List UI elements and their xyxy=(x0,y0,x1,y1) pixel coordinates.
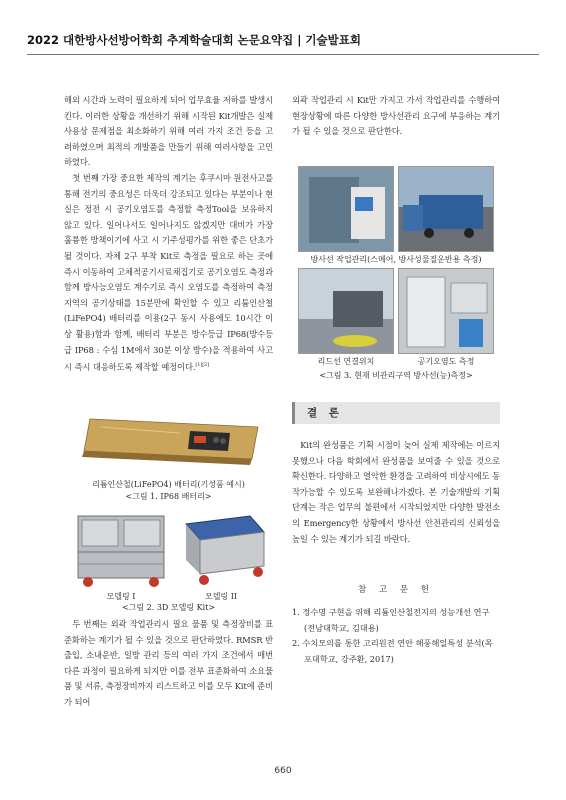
paragraph-3: 두 번째는 외곽 작업관리시 필요 물품 및 측정장비를 표준화하는 계기가 될 수 있을 것으로 판단하였다. RMSR 반출입, 소내운반, 일방 관리 등의 여러 가지 조건에서 매번 다른 과정이 필요하게 되지만 이를 전부 표준화하여 소요물품 및 서류, 측정장비까지 리스트하고 이를 모두 Kit에 준비가 되어 xyxy=(64,619,273,707)
figure-2-label-2: 모델링 II xyxy=(204,592,238,601)
photo-smear-work xyxy=(298,166,394,252)
figure-2-model-1 xyxy=(72,508,170,590)
citation-superscript: [1][2] xyxy=(195,362,209,369)
left-column-top xyxy=(64,93,273,375)
photo-air-graphic xyxy=(399,269,494,354)
battery-image xyxy=(70,407,270,477)
photo-truck-graphic xyxy=(399,167,494,252)
figure-3-caption: <그림 3. 현재 비관리구역 방사선(능)측정> xyxy=(319,371,473,380)
model-2-image xyxy=(172,508,270,590)
left-column-bottom xyxy=(64,617,273,711)
photo-truck-measure xyxy=(398,166,494,252)
conclusion-paragraph: Kit의 완성품은 기획 시점이 늦어 실제 제작에는 이르지 못했으나 다음 학회에서 완성품을 보여줄 수 있을 것으로 확신한다. 다양하고 열악한 환경을 고려하여 비상시에도 동작가능할 수 있도록 보완해나가겠다. 본 기술개발의 기획 단계는 작은 업무의 불편에서 시작되었지만 다양한 발전소의 Emergency한 상황에서 방사선 안전관리의 신뢰성을 높일 수 있는 계기가 되길 바란다. xyxy=(292,440,500,544)
figure-3-label-bl: 리드선 연결위치 xyxy=(317,357,375,366)
running-header xyxy=(27,32,539,52)
figure-1-battery xyxy=(70,407,270,477)
figure-2-caption: <그림 2. 3D 모델링 Kit> xyxy=(121,603,216,612)
conclusion-body xyxy=(292,438,500,547)
references-list xyxy=(292,605,500,667)
figure-1-caption: <그림 1. IP68 배터리> xyxy=(125,492,212,501)
figure-2-label-1: 모델링 I xyxy=(106,592,136,601)
paragraph-2-text: 첫 번째 가장 중요한 제작의 계기는 후쿠시마 원전사고를 통해 전기의 중요성은 더욱더 강조되고 있다는 부분이나 현실은 정전 시 공기오염도를 측정할 측정Tool을 보유하지 않고 있다. 일어나서도 일어나지도 않겠지만 대비가 가장 훌륭한 방책이기에 사고 시 기주성평가를 위한 좋은 단초가 될 것이다. 자체 2구 부착 Kit로 측정을 필요로 하는 곳에 즉시 이동하여 고체적공기시료채집기로 공기오염도 측정과 함께 방사능오염도 계수기로 즉시 오염도를 측정하여 측정지역의 공기상태를 15분만에 확인할 수 있고 리튬인산철(LiFePO4) 배터리를 이용(2구 동시 사용에도 10시간 이상 활용)함과 함께, 배터리 부분은 방수등급 IP68(방수등급 IP68 : 수심 1M에서 30분 이상 방수)을 적용하여 사고 시 즉시 대응하도록 제작할 예정이다. xyxy=(64,172,273,372)
right-column-top xyxy=(292,93,500,140)
photo-lead-wire xyxy=(298,268,394,354)
running-header-title: 2022 대한방사선방어학회 추계학술대회 논문요약집 | 기술발표회 xyxy=(27,33,361,47)
right-paragraph-1: 외곽 작업관리 시 Kit만 가지고 가서 작업관리를 수행하여 현장상황에 따른 다양한 방사선관리 요구에 부응하는 계기가 될 수 있을 것으로 판단한다. xyxy=(292,95,500,137)
header-rule xyxy=(27,54,539,55)
model-1-image xyxy=(72,508,170,590)
photo-smear-graphic xyxy=(299,167,394,252)
photo-lead-graphic xyxy=(299,269,394,354)
figure-3-label-top: 방사선 작업관리(스메어, 방사성물질운반용 측정) xyxy=(310,255,482,264)
figure-1-label: 리튬인산철(LiFePO4) 배터리(기성품 예시) xyxy=(92,480,245,489)
photo-air-contamination xyxy=(398,268,494,354)
references-heading: 참 고 문 헌 xyxy=(358,585,434,595)
paragraph-2 xyxy=(64,171,273,375)
reference-item: 2. 수치모의를 통한 고리원전 연안 해풍해일특성 분석(목포대학교, 강주환, 2017) xyxy=(292,638,493,664)
section-title-conclusion: 결 론 xyxy=(292,402,500,424)
reference-item: 1. 정수명 구현을 위해 리튬인산철전지의 성능개선 연구(전남대학교, 김대용) xyxy=(292,607,490,633)
figure-3-label-br: 공기오염도 측정 xyxy=(417,357,475,366)
page-number: 660 xyxy=(274,766,292,776)
paragraph-1: 해외 시간과 노력이 필요하게 되어 업무효율 저하를 발생시킨다. 이러한 상황을 개선하기 위해 시작된 Kit개발은 실제 사용상 문제점을 최소화하기 위해 여러 가지 조건 등을 고려하였으며 최적의 개발품을 만들기 위해 여러사항을 고민하였다. xyxy=(64,95,273,168)
figure-2-model-2 xyxy=(172,508,270,590)
